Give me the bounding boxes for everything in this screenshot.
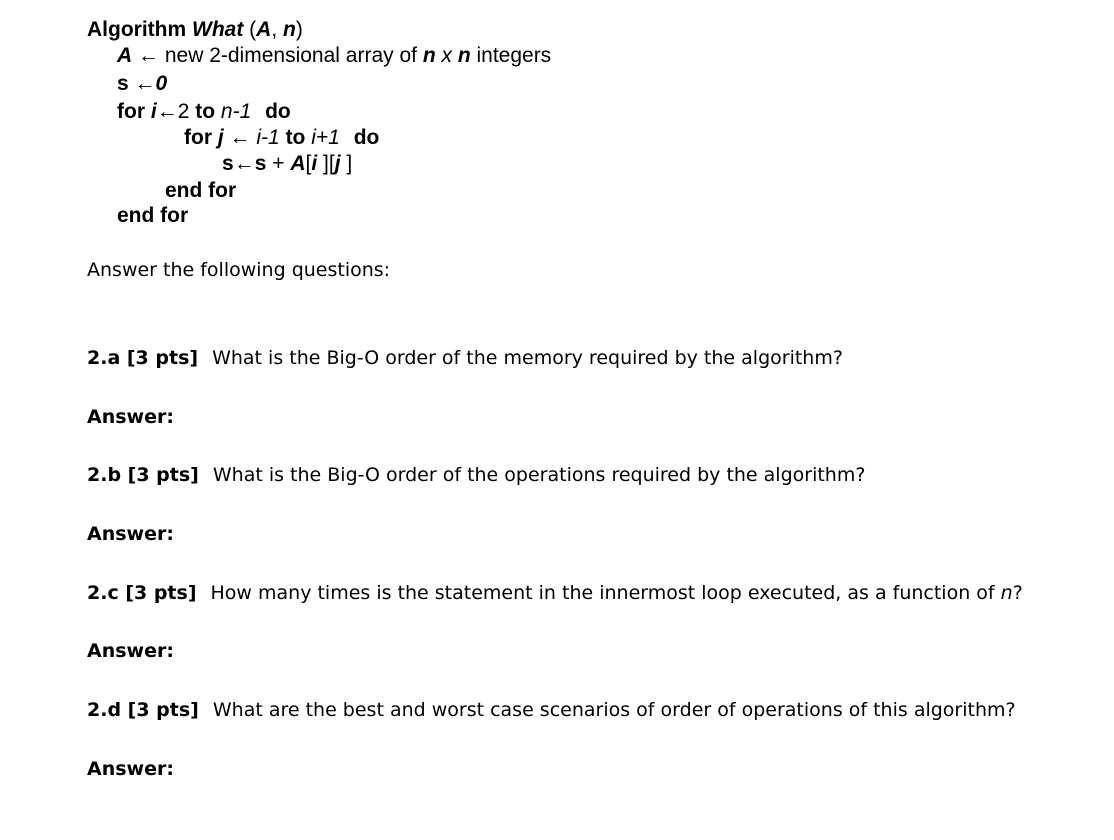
question-2d xyxy=(87,697,1016,723)
question-number: 2.c [3 pts] xyxy=(87,582,197,604)
assign-arrow: ← xyxy=(138,44,160,67)
array-description: new 2-dimensional array of xyxy=(159,44,423,67)
question-text: What is the Big-O order of the operations required by the algorithm? xyxy=(212,464,866,486)
question-number: 2.d [3 pts] xyxy=(87,699,199,721)
algorithm-line-4 xyxy=(184,125,379,151)
var-s: s xyxy=(117,72,129,95)
assign-arrow: ← xyxy=(229,126,251,149)
question-number: 2.a [3 pts] xyxy=(87,347,199,369)
loop-start: 2 xyxy=(177,100,190,123)
question-2a xyxy=(87,345,843,371)
question-2b xyxy=(87,462,865,488)
question-number: 2.b [3 pts] xyxy=(87,464,199,486)
algorithm-header xyxy=(87,17,303,43)
do-keyword: do xyxy=(265,100,291,123)
var-a: A xyxy=(117,44,133,67)
init-value: 0 xyxy=(155,72,168,95)
plus-operator: + xyxy=(266,152,291,175)
answer-label-2b: Answer: xyxy=(87,523,174,545)
question-text: What are the best and worst case scenarios of order of operations of this algorithm? xyxy=(212,699,1016,721)
array-type: integers xyxy=(470,44,552,67)
param-separator: , xyxy=(271,18,284,41)
answer-label-2d: Answer: xyxy=(87,758,174,780)
to-keyword: to xyxy=(285,126,306,149)
answer-label-2a: Answer: xyxy=(87,406,174,428)
params-open: ( xyxy=(249,18,257,41)
algorithm-line-6: end for xyxy=(165,179,237,202)
for-keyword: for xyxy=(184,126,212,149)
params-close: ) xyxy=(295,18,303,41)
question-text: How many times is the statement in the innermost loop executed, as a function of xyxy=(210,582,1001,604)
loop-end: i+1 xyxy=(311,126,340,149)
algorithm-line-7: end for xyxy=(117,204,189,227)
array-a: A xyxy=(290,152,306,175)
assign-arrow: ← xyxy=(156,100,178,123)
var-s-lhs: s xyxy=(222,152,234,175)
algorithm-name: What xyxy=(192,18,244,41)
param-n: n xyxy=(283,18,296,41)
loop-var-j: j xyxy=(217,126,224,149)
do-keyword: do xyxy=(353,126,380,149)
index-j: j xyxy=(334,152,341,175)
dim-n2: n xyxy=(457,44,471,67)
for-keyword: for xyxy=(117,100,145,123)
assign-arrow: ← xyxy=(233,152,255,175)
index-i: i xyxy=(311,152,318,175)
instructions-text: Answer the following questions: xyxy=(87,259,391,281)
param-a: A xyxy=(256,18,272,41)
loop-start: i-1 xyxy=(256,126,280,149)
loop-end: n-1 xyxy=(220,100,252,123)
question-punct: ? xyxy=(1012,582,1023,604)
algorithm-keyword: Algorithm xyxy=(87,18,187,41)
answer-label-2c: Answer: xyxy=(87,640,174,662)
algorithm-line-5: s←s + A[i ][j ] xyxy=(222,152,353,175)
dim-n1: n xyxy=(422,44,436,67)
question-var-n: n xyxy=(1000,582,1013,604)
algorithm-line-2 xyxy=(117,71,167,97)
algorithm-line-1 xyxy=(117,43,551,69)
question-2c xyxy=(87,580,1023,606)
to-keyword: to xyxy=(195,100,216,123)
algorithm-line-3 xyxy=(117,99,291,125)
loop-var-i: i xyxy=(150,100,157,123)
question-text: What is the Big-O order of the memory required by the algorithm? xyxy=(212,347,843,369)
var-s-rhs: s xyxy=(254,152,267,175)
dim-x: x xyxy=(435,44,458,67)
assign-arrow: ← xyxy=(134,72,156,95)
